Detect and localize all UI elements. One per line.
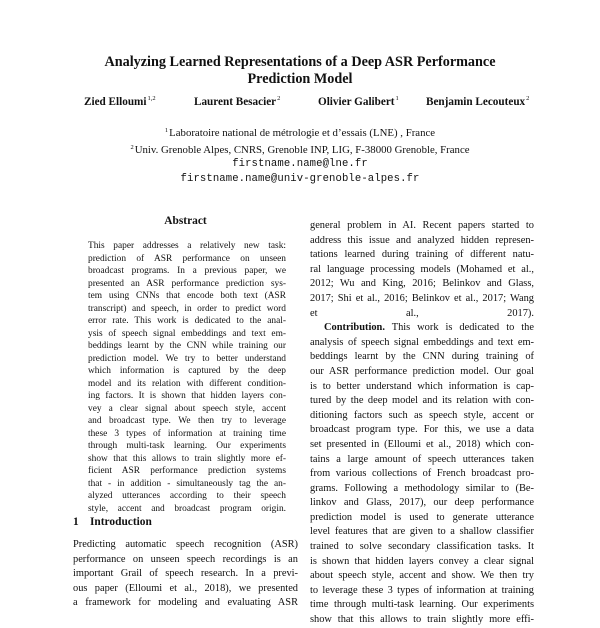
email: firstname.name@lne.fr [232, 158, 368, 171]
text-line: beddings learnt by the CNN during training of [310, 351, 534, 363]
author-affiliation-mark: 2 [277, 95, 281, 102]
title-line-1: Analyzing Learned Representations of a Deep ASR Performance [104, 54, 496, 70]
text-line: performance on unseen speech recordings is an [73, 553, 298, 565]
text-line: broadcast program type. For this, we use a data [310, 424, 534, 436]
text-line: transcript) and speech, in order to predict word [88, 303, 286, 314]
text-line: time through multi-task learning. Our experiments [310, 599, 534, 611]
author-affiliation-mark: 1,2 [147, 95, 156, 102]
text-line: et al., 2017). [310, 307, 534, 319]
text-line: tains a large amount of speech utterances taken [310, 453, 534, 465]
text-line: to leverage these 3 types of information at training [310, 584, 534, 596]
text-line: model and its relation with different condition- [88, 378, 286, 389]
text-line: beddings learnt by the CNN while training our [88, 341, 286, 351]
paragraph [310, 321, 534, 627]
text-line: a framework for modeling and evaluating ASR [73, 597, 298, 609]
section-number: 1 [73, 516, 79, 528]
text-line: This paper addresses a relatively new task: [88, 241, 286, 251]
text-line: vey a clear signal about speech style, accent [88, 403, 286, 414]
author-name: Laurent Besacier [194, 96, 277, 108]
section-heading [73, 516, 152, 528]
text-line: and broadcast type. We then try to leverage [88, 416, 286, 426]
abstract-body [88, 240, 286, 515]
text-line: which information is captured by the deep [88, 366, 286, 376]
text-line: broadcast programs. In a previous paper, we [88, 266, 286, 276]
text-line: ficient ASR performance prediction systems [88, 466, 286, 476]
text-line: 2012; Wu and King, 2016; Belinkov and Glass, [310, 278, 534, 290]
title-line-2: Prediction Model [247, 71, 353, 87]
text-line: ral language processing models (Mohamed et al., [310, 263, 534, 275]
text-line: alyzed utterances according to their speech [88, 491, 286, 501]
text-line: address this issue and analyzed hidden represen- [310, 234, 534, 246]
text-line: is shown that hidden layers convey a clear signal [310, 555, 534, 567]
section-title: Introduction [90, 516, 152, 528]
text-line: ditioning factors such as speech style, accent or [310, 409, 534, 421]
author-affiliation-mark: 2 [526, 95, 530, 102]
author [318, 95, 399, 108]
right-column-text [310, 219, 534, 628]
text-line: tured by the deep model and its relation with con- [310, 395, 534, 407]
abstract-heading: Abstract [164, 215, 207, 227]
text-line: linkov and Glass, 2017), our deep performance [310, 497, 534, 509]
author-name: Benjamin Lecouteux [426, 96, 526, 108]
text-line: 2017; Shi et al., 2016; Belinkov et al., 2017; Wang [310, 292, 534, 304]
text-line: trained to solve secondary classification tasks. It [310, 541, 534, 553]
affiliation-mark: 1 [164, 127, 169, 134]
text-line: our ASR performance prediction model. Our goal [310, 365, 534, 377]
author [426, 95, 529, 108]
text-line: tem using CNNs that encode both text (ASR [88, 291, 286, 301]
paper-title [0, 54, 600, 88]
email: firstname.name@univ-grenoble-alpes.fr [180, 172, 420, 185]
text-line: is to better understand which information is cap- [310, 380, 534, 392]
text-line: these 3 types of information at training time [88, 428, 286, 439]
author-list [0, 95, 600, 111]
text-line: through multi-task learning. Our experiments [88, 441, 286, 451]
text-line: show that this allows to train slightly more ef- [88, 453, 286, 464]
contribution-label: Contribution. [324, 322, 385, 334]
text-line: presented an ASR performance prediction sys- [88, 278, 286, 289]
text-line: prediction model. We try to better understand [88, 353, 286, 364]
affiliation-text: Laboratoire national de métrologie et d’essais (LNE) , France [169, 127, 436, 139]
affiliation-mark: 2 [130, 143, 134, 151]
author-name: Olivier Galibert [318, 96, 395, 108]
text-line: general problem in AI. Recent papers started to [310, 220, 534, 231]
text-line: set presented in (Elloumi et al., 2018) which con- [310, 438, 534, 450]
text-line: about speech style, accent and show. We then try [310, 570, 534, 582]
text-line: ing factors. It is shown that hidden layers con- [88, 391, 286, 401]
paragraph-lines [310, 336, 534, 628]
text-line [310, 321, 534, 336]
author-name: Zied Elloumi [84, 96, 147, 108]
paragraph [310, 219, 534, 321]
affiliation [0, 124, 600, 141]
text-line: important Grail of speech research. In a previ- [73, 568, 298, 580]
text-line: ysis of speech signal embeddings and text em- [88, 328, 286, 339]
author [84, 95, 156, 108]
affiliation-text: Univ. Grenoble Alpes, CNRS, Grenoble INP, LIG, F-38000 Grenoble, France [134, 143, 470, 156]
affiliations [0, 124, 600, 186]
text-line: show that this allows to train slightly more effi- [310, 614, 534, 626]
affiliation [0, 141, 600, 158]
text-line: error rate. This work is dedicated to the anal- [88, 316, 286, 326]
text-line: level features that are given to a shallow classifier [310, 526, 534, 538]
text-line: ous paper (Elloumi et al., 2018), we presented [73, 582, 298, 594]
text-line: grams. Following a methodology similar to (Be- [310, 482, 534, 494]
text-line: analysis of speech signal embeddings and text em- [310, 336, 534, 348]
text-line: that - in addition - simultaneously tag the an- [88, 478, 286, 489]
text-fragment: This work is dedicated to the [391, 322, 534, 334]
author [194, 95, 280, 108]
text-line: Predicting automatic speech recognition (ASR) [73, 539, 298, 550]
author-affiliation-mark: 1 [395, 95, 399, 102]
text-line: tations learned during training of different natu- [310, 249, 534, 261]
introduction-body [73, 538, 298, 611]
text-line: prediction of ASR performance on unseen [88, 253, 286, 264]
text-line: prediction model is used to generate utterance [310, 511, 534, 523]
text-line: from various collections of French broadcast pro- [310, 468, 534, 480]
text-line: style, accent and broadcast program origin. [88, 503, 286, 514]
